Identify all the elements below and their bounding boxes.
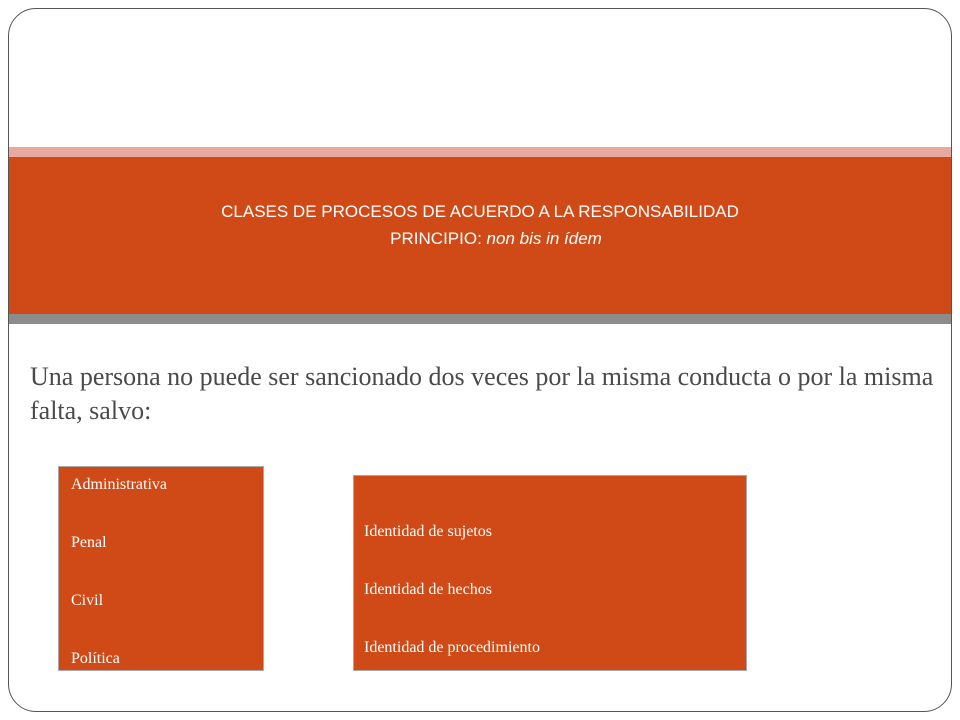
title-band-top-stripe: [9, 147, 952, 157]
list-item: Civil: [71, 592, 104, 609]
title-line-2-italic: non bis in ídem: [486, 229, 602, 248]
list-item: Identidad de sujetos: [364, 523, 492, 540]
right-box: [353, 475, 747, 671]
list-item: Penal: [71, 534, 107, 551]
list-item: Identidad de procedimiento: [364, 639, 540, 656]
list-item: Política: [71, 650, 120, 667]
body-text: Una persona no puede ser sancionado dos veces por la misma conducta o por la misma falta, salvo:: [30, 362, 934, 425]
list-item: Identidad de hechos: [364, 581, 492, 598]
list-item: Administrativa: [71, 476, 167, 493]
title-band-bottom-stripe: [9, 314, 952, 324]
slide-title: [0, 198, 960, 252]
title-line-2-prefix: PRINCIPIO:: [390, 229, 487, 248]
left-box: [58, 466, 264, 671]
title-line-1: CLASES DE PROCESOS DE ACUERDO A LA RESPONSABILIDAD: [221, 202, 739, 221]
title-line-2: [0, 225, 960, 252]
